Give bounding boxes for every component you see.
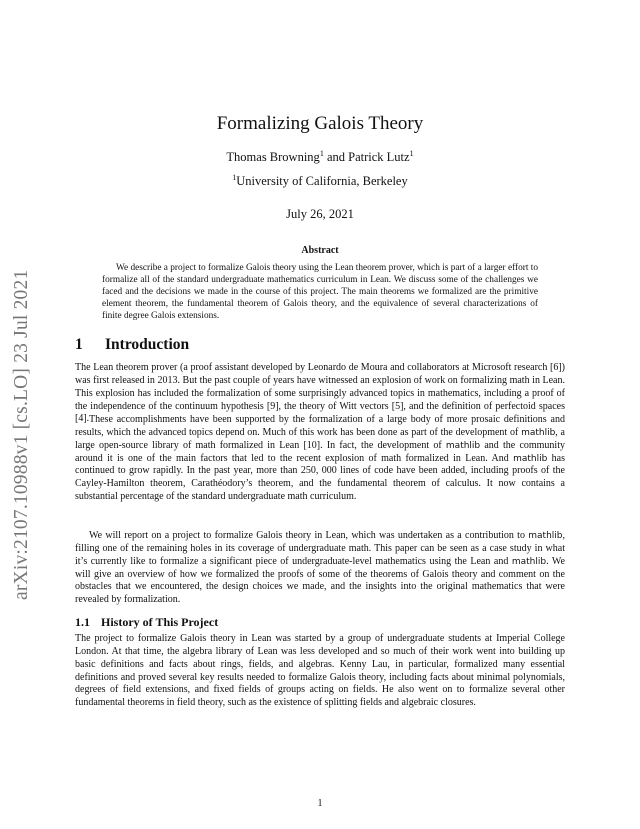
author-name: Patrick Lutz	[348, 150, 410, 164]
abstract-text: We describe a project to formalize Galois theory using the Lean theorem prover, which is part of a larger effort to formalize all of the standard undergraduate mathematics curriculum in Lean. We discuss some of the challenges we faced and the decisions we made in the course of this project. The main theorems we formalized are the primitive element theorem, the fundamental theorem of Galois theory, and the equivalence of several characterizations of finite degree Galois extensions.	[102, 263, 538, 321]
body-paragraph: The Lean theorem prover (a proof assistant developed by Leonardo de Moura and collaborators at Microsoft research [6]) was first released in 2013. But the past couple of years have witnessed an explosion of work on formalizing math in Lean. This explosion has included the formalization of some surprisingly advanced topics in mathematics, including a proof of the independence of the continuum hypothesis [9], the theory of Witt vectors [5], and the definition of perfectoid spaces [4].	[75, 362, 565, 425]
code-term: mathlib	[528, 531, 563, 541]
affiliation	[75, 174, 565, 189]
author-conjunction: and	[323, 150, 349, 164]
body-paragraph: These accomplishments have been supported by the formalization of a large body of more prosaic definitions and results, which the advanced topics depend on. Much of this work has been done as part of the development of mathlib, a large open-source library of math formalized in Lean [10]. In fact, the development of mathlib and the community around it is one of the main factors that led to the recent explosion of math formalized in Lean. And mathlib has continued to grow rapidly. In the past year, more than 250, 000 lines of code have been added, including proofs of the Cayley-Hamilton theorem, Carathéodory’s theorem, and the fundamental theorem of calculus. It now contains a substantial percentage of the standard undergraduate math curriculum.	[75, 414, 565, 503]
abstract-heading: Abstract	[301, 245, 339, 256]
paper-date: July 26, 2021	[286, 207, 354, 221]
page-number: 1	[317, 798, 323, 809]
body-paragraph: We will report on a project to formalize Galois theory in Lean, which was undertaken as a contribution to mathlib, filling one of the remaining holes in its coverage of undergraduate math. This paper can be seen as a case study in what it’s currently like to formalize a significant piece of undergraduate-level mathematics using the Lean and mathlib. We will give an overview of how we formalized the proofs of some of the theorems of Galois theory and comment on the obstacles that we encountered, the design choices we made, and the insights into the original mathematics that were revealed by formalization.	[75, 530, 565, 606]
body-paragraph: The project to formalize Galois theory in Lean was started by a group of undergraduate students at Imperial College London. At that time, the algebra library of Lean was less developed and so much of their work went into building up basic definitions and facts about rings, fields, and algebras. Kenny Lau, in particular, formalized many essential definitions and proved several key results needed to formalize Galois theory, including facts about minimal polynomials, degrees of field extensions, and fixed fields of groups acting on fields. He also went on to formalize several other fundamental theorems in field theory, such as the existence of splitting fields and algebraic closures.	[75, 633, 565, 709]
code-term: mathlib	[521, 427, 556, 438]
section-number: 1	[75, 336, 83, 353]
subsection-title: History of This Project	[101, 615, 219, 629]
subsection-heading	[75, 615, 218, 630]
code-term: mathlib	[511, 556, 547, 567]
paper-title: Formalizing Galois Theory	[216, 113, 424, 134]
affiliation-mark: 1	[319, 149, 324, 158]
affiliation-mark: 1	[409, 149, 414, 158]
code-term: mathlib	[513, 453, 548, 464]
section-title: Introduction	[105, 336, 190, 353]
author-name: Thomas Browning	[226, 150, 320, 164]
affiliation-mark: 1	[232, 173, 237, 182]
section-heading	[75, 336, 189, 354]
arxiv-identifier: arXiv:2107.10988v1 [cs.LO] 23 Jul 2021	[11, 269, 32, 600]
author-line	[75, 150, 565, 165]
code-term: mathlib	[445, 440, 481, 451]
subsection-number: 1.1	[75, 615, 90, 629]
affiliation-name: University of California, Berkeley	[236, 174, 408, 188]
